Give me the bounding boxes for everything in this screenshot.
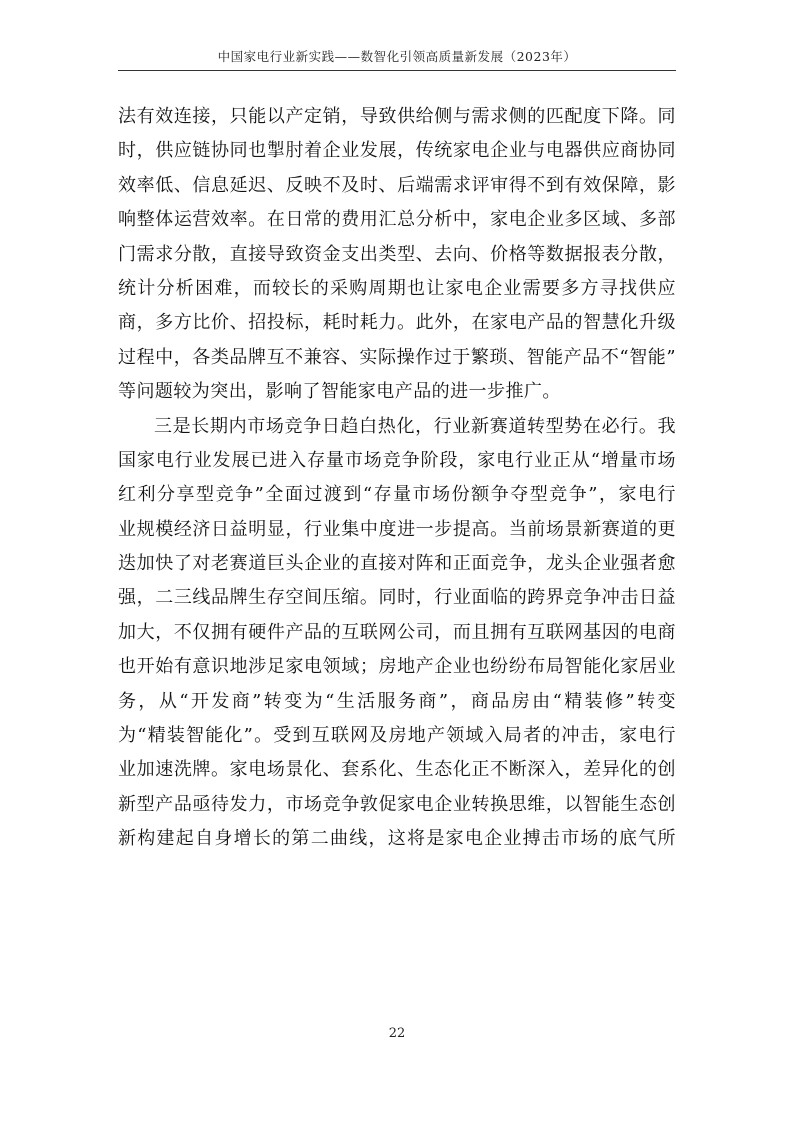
header-rule (118, 70, 676, 71)
text-line: 过程中，各类品牌互不兼容、实际操作过于繁琐、智能产品不“智能” (118, 346, 676, 368)
running-header: 中国家电行业新实践——数智化引领高质量新发展（2023年） (217, 49, 577, 64)
text-line: 务，从“开发商”转变为“生活服务商”，商品房由“精装修”转变 (118, 690, 676, 712)
page-number: 22 (388, 1026, 406, 1041)
text-line: 为“精装智能化”。受到互联网及房地产领域入局者的冲击，家电行 (118, 725, 676, 747)
text-line: 新构建起自身增长的第二曲线，这将是家电企业搏击市场的底气所 (118, 828, 676, 850)
text-line: 等问题较为突出，影响了智能家电产品的进一步推广。 (118, 381, 561, 403)
paragraph-1 (118, 100, 676, 410)
text-line: 时，供应链协同也掣肘着企业发展，传统家电企业与电器供应商协同 (118, 140, 676, 162)
text-line: 门需求分散，直接导致资金支出类型、去向、价格等数据报表分散， (118, 243, 676, 265)
text-line: 红利分享型竞争”全面过渡到“存量市场份额争夺型竞争”，家电行 (118, 484, 676, 506)
body-text (118, 100, 676, 857)
text-line: 加大，不仅拥有硬件产品的互联网公司，而且拥有互联网基因的电商 (118, 621, 676, 643)
text-line: 统计分析困难，而较长的采购周期也让家电企业需要多方寻找供应 (118, 277, 676, 299)
text-line: 也开始有意识地涉足家电领域；房地产企业也纷纷布局智能化家居业 (118, 656, 676, 678)
text-line: 业加速洗牌。家电场景化、套系化、生态化正不断深入，差异化的创 (118, 759, 676, 781)
text-line: 响整体运营效率。在日常的费用汇总分析中，家电企业多区域、多部 (118, 209, 676, 231)
text-line: 迭加快了对老赛道巨头企业的直接对阵和正面竞争，龙头企业强者愈 (118, 553, 676, 575)
text-line: 商，多方比价、招投标，耗时耗力。此外，在家电产品的智慧化升级 (118, 312, 676, 334)
text-line: 效率低、信息延迟、反映不及时、后端需求评审得不到有效保障，影 (118, 174, 676, 196)
paragraph-2 (118, 410, 676, 857)
text-line: 业规模经济日益明显，行业集中度进一步提高。当前场景新赛道的更 (118, 518, 676, 540)
text-line: 三是长期内市场竞争日趋白热化，行业新赛道转型势在必行。我 (154, 415, 676, 437)
text-line: 强，二三线品牌生存空间压缩。同时，行业面临的跨界竞争冲击日益 (118, 587, 676, 609)
text-line: 新型产品亟待发力，市场竞争敦促家电企业转换思维，以智能生态创 (118, 793, 676, 815)
text-line: 法有效连接，只能以产定销，导致供给侧与需求侧的匹配度下降。同 (118, 106, 676, 127)
text-line: 国家电行业发展已进入存量市场竞争阶段，家电行业正从“增量市场 (118, 449, 676, 471)
